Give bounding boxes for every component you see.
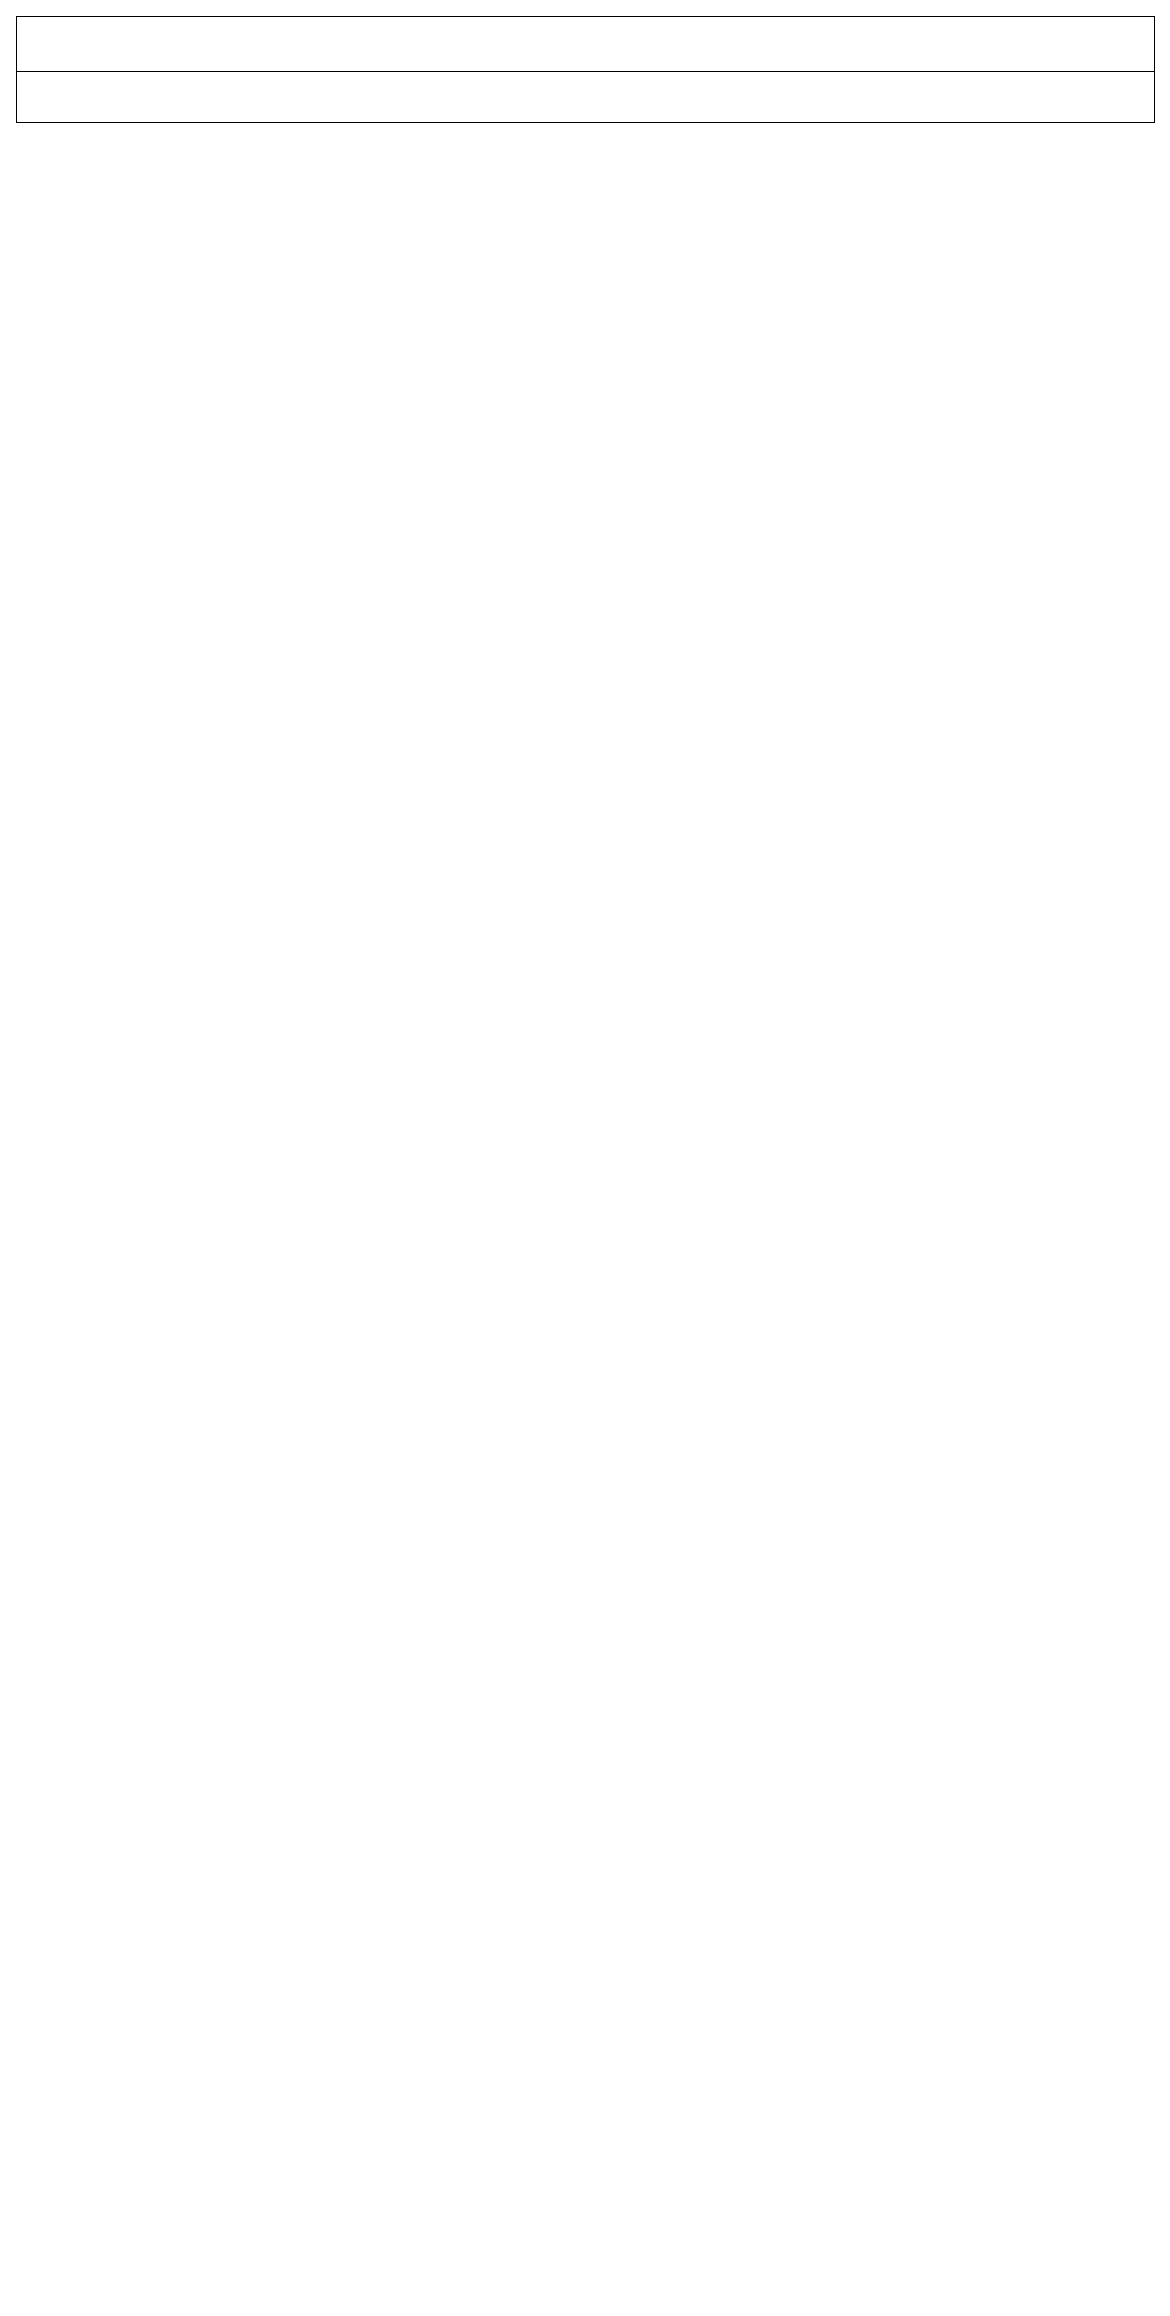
roster-table bbox=[16, 16, 1155, 123]
sheet-title bbox=[17, 17, 1155, 72]
rules-note bbox=[17, 72, 1155, 123]
spreadsheet bbox=[16, 16, 1154, 123]
